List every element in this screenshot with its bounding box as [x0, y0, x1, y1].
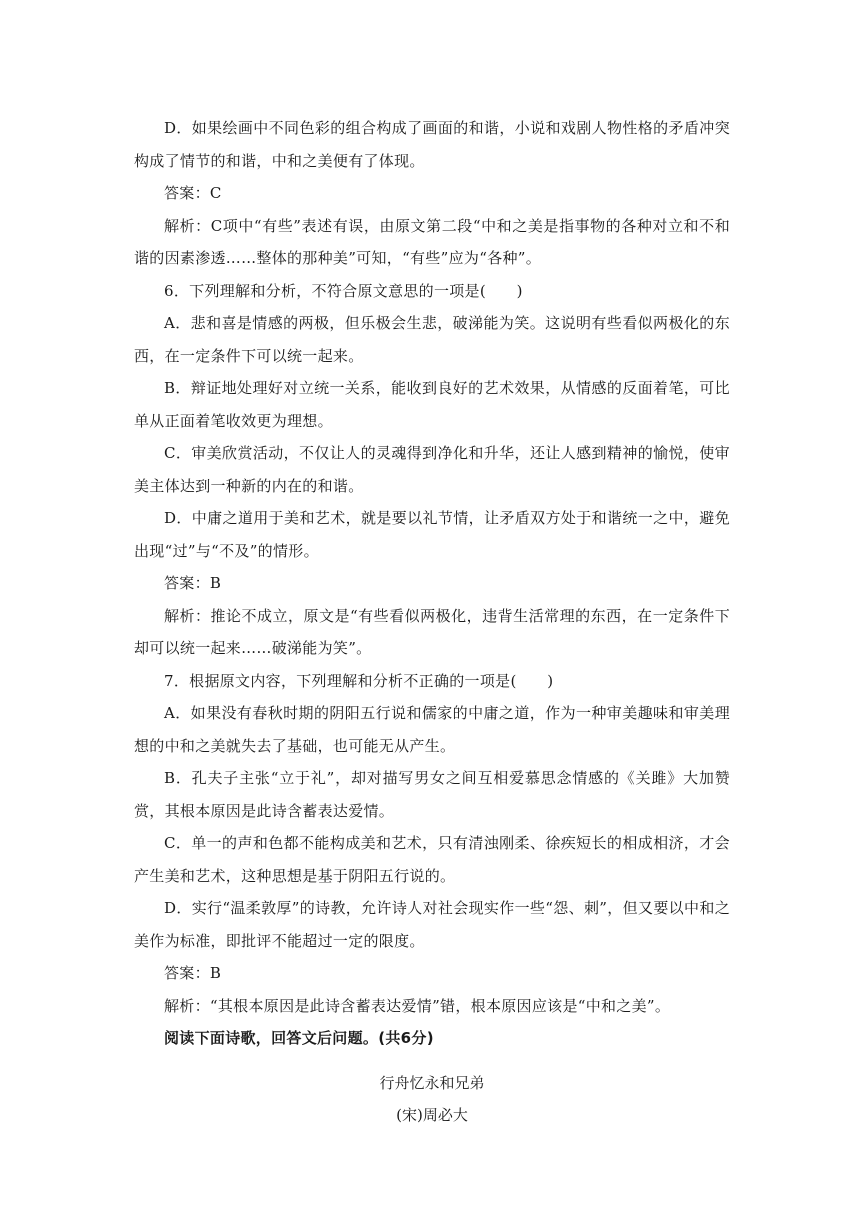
q6-option-c: C．审美欣赏活动，不仅让人的灵魂得到净化和升华，还让人感到精神的愉悦，使审美主体达到一种新的内在的和谐。	[134, 444, 730, 495]
q6-option-b: B．辩证地处理好对立统一关系，能收到良好的艺术效果，从情感的反面着笔，可比单从正面着笔收效更为理想。	[134, 379, 730, 430]
q5-answer: 答案：C	[164, 184, 222, 202]
document-body	[134, 112, 730, 1132]
q5-analysis: 解析：C项中“有些”表述有误，由原文第二段“中和之美是指事物的各种对立和不和谐的因素渗透……整体的那种美”可知，“有些”应为“各种”。	[134, 216, 730, 267]
poem-author: (宋)周必大	[396, 1106, 468, 1124]
poem-title: 行舟忆永和兄弟	[379, 1073, 485, 1092]
q6-analysis: 解析：推论不成立，原文是“有些看似两极化，违背生活常理的东西，在一定条件下却可以统一起来……破涕能为笑”。	[134, 606, 730, 657]
q7-option-d: D．实行“温柔敦厚”的诗教，允许诗人对社会现实作一些“怨、刺”，但又要以中和之美作为标准，即批评不能超过一定的限度。	[134, 899, 730, 950]
q5-option-d: D．如果绘画中不同色彩的组合构成了画面的和谐，小说和戏剧人物性格的矛盾冲突构成了情节的和谐，中和之美便有了体现。	[134, 119, 730, 170]
q7-analysis: 解析：“其根本原因是此诗含蓄表达爱情”错，根本原因应该是“中和之美”。	[164, 996, 671, 1015]
q6-answer: 答案：B	[164, 574, 222, 592]
q7-answer: 答案：B	[164, 964, 222, 982]
q7-option-b: B．孔夫子主张“立于礼”，却对描写男女之间互相爱慕思念情感的《关雎》大加赞赏，其根本原因是此诗含蓄表达爱情。	[134, 769, 730, 820]
q7-stem: 7．根据原文内容，下列理解和分析不正确的一项是( )	[164, 671, 554, 690]
q7-option-c: C．单一的声和色都不能构成美和艺术，只有清浊刚柔、徐疾短长的相成相济，才会产生美和艺术，这种思想是基于阴阳五行说的。	[134, 834, 730, 885]
section-instruction: 阅读下面诗歌，回答文后问题。(共6分)	[164, 1029, 434, 1047]
q6-stem: 6．下列理解和分析，不符合原文意思的一项是( )	[164, 281, 523, 300]
q7-option-a: A．如果没有春秋时期的阴阳五行说和儒家的中庸之道，作为一种审美趣味和审美理想的中和之美就失去了基础，也可能无从产生。	[134, 704, 730, 755]
q6-option-d: D．中庸之道用于美和艺术，就是要以礼节情，让矛盾双方处于和谐统一之中，避免出现“过”与“不及”的情形。	[134, 509, 730, 560]
q6-option-a: A．悲和喜是情感的两极，但乐极会生悲，破涕能为笑。这说明有些看似两极化的东西，在一定条件下可以统一起来。	[134, 314, 730, 365]
